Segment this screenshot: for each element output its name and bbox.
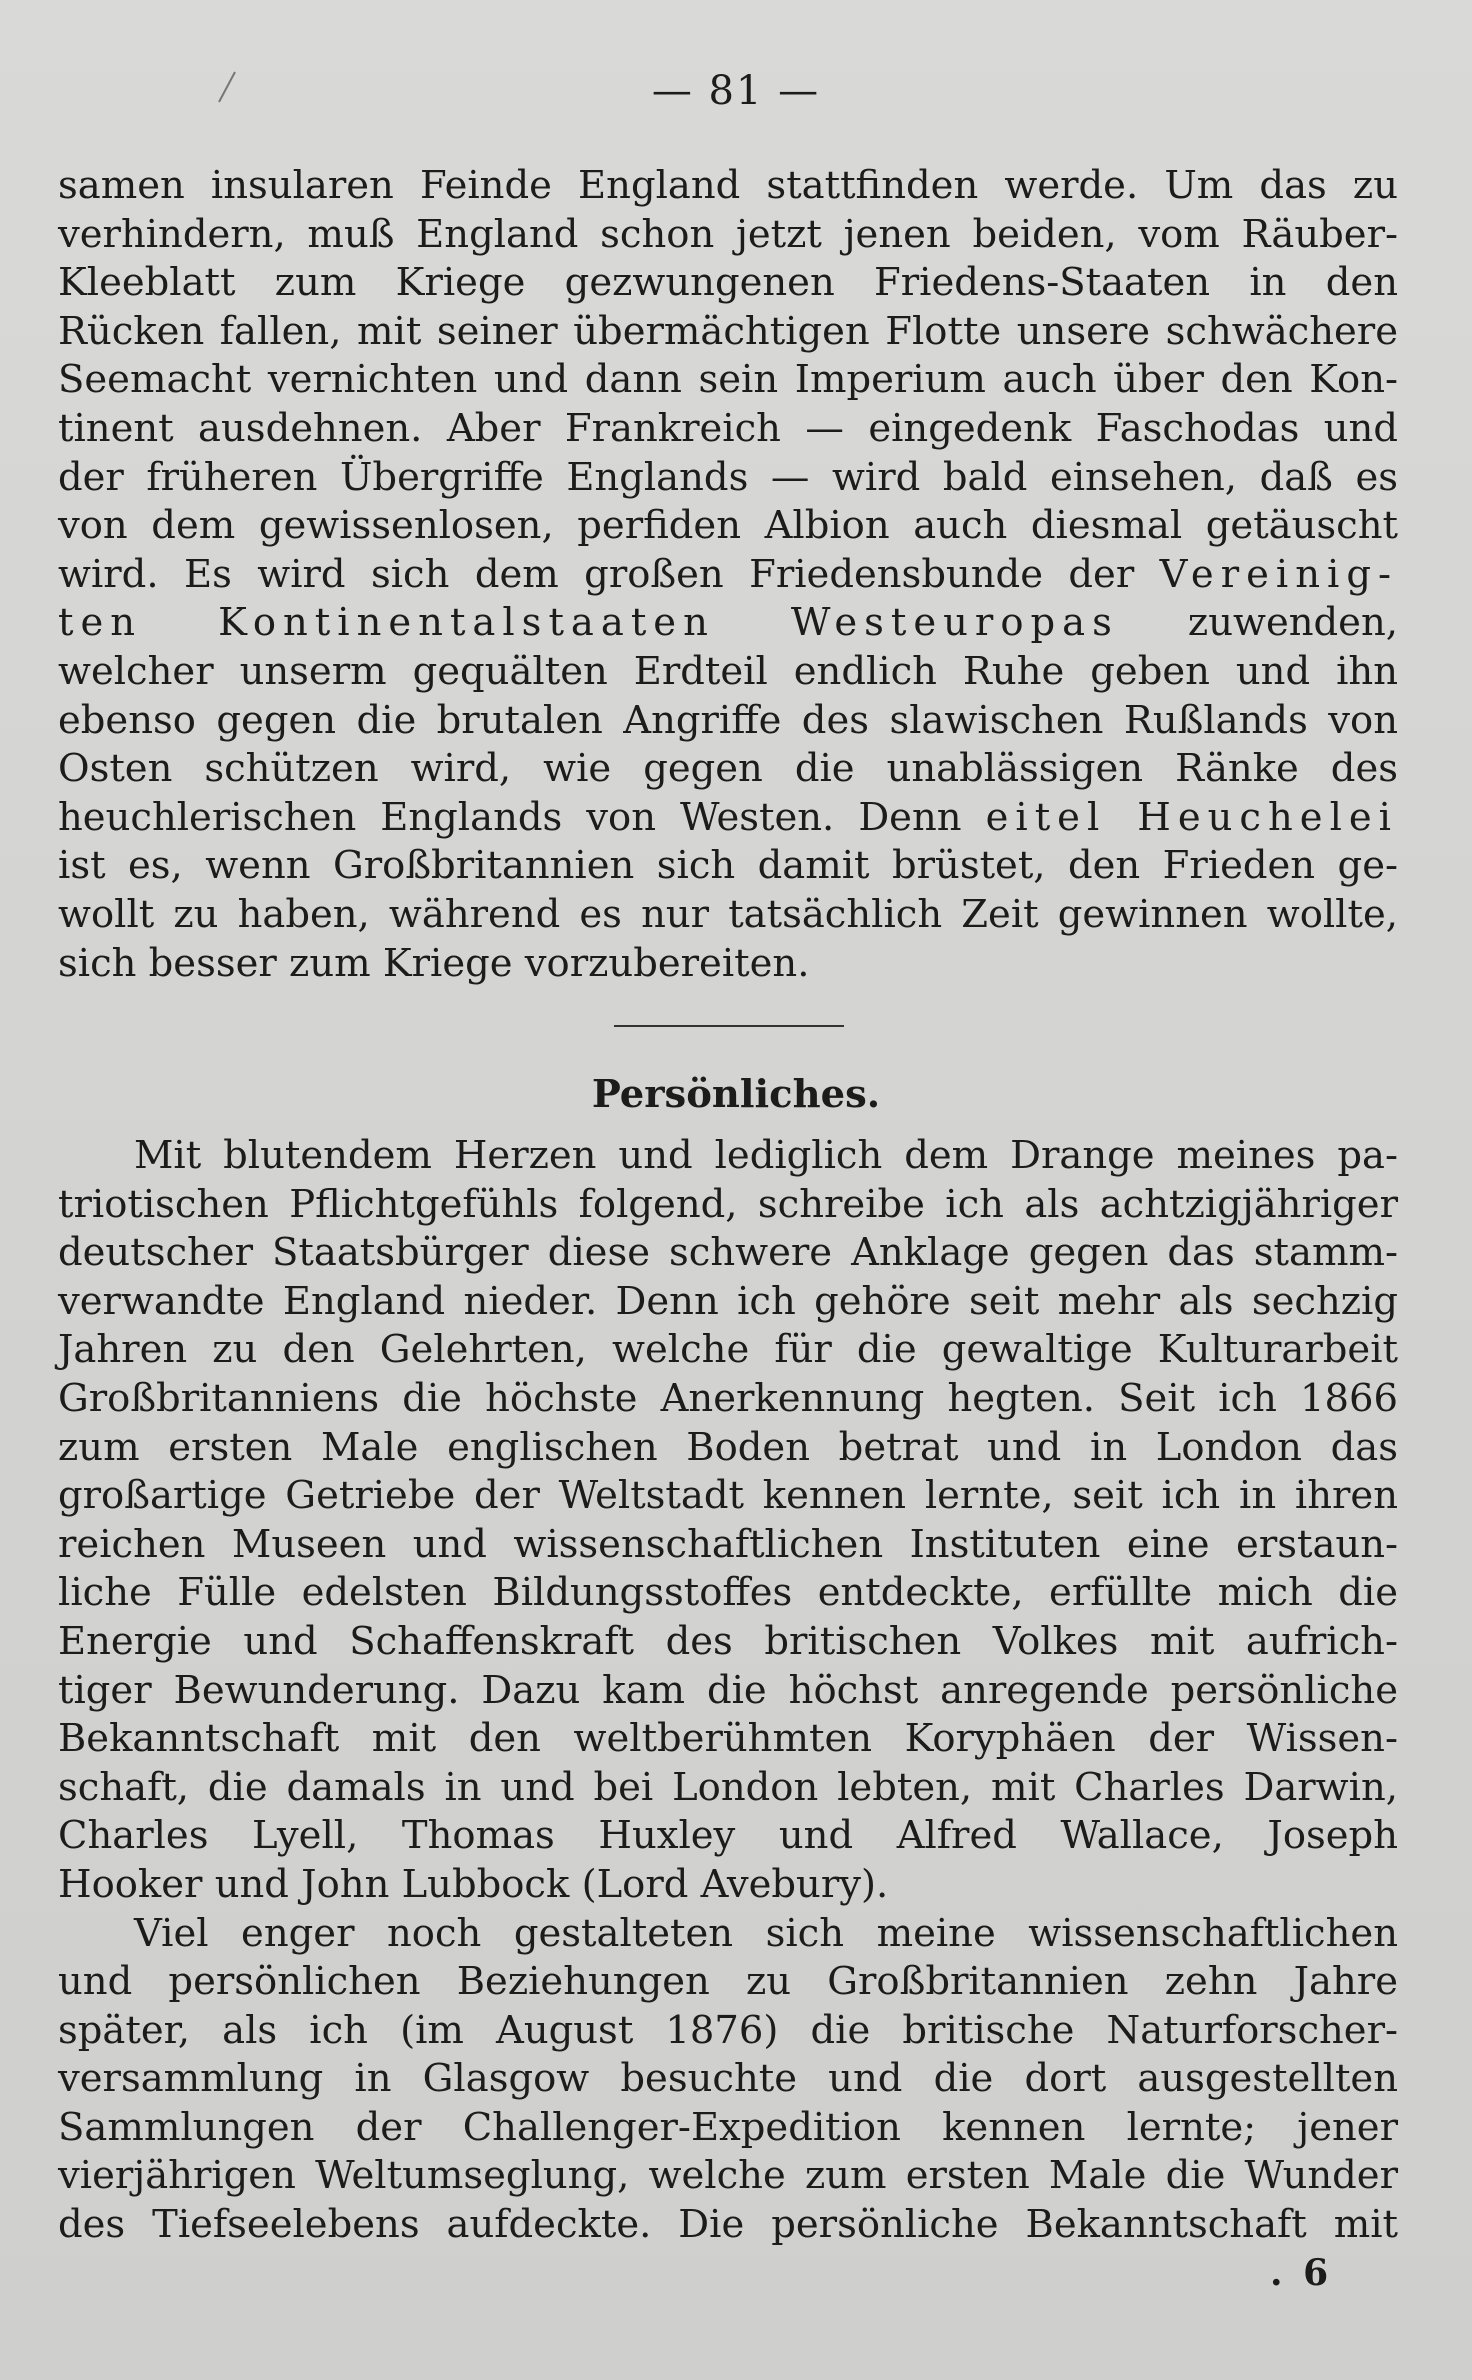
text-line: liche Fülle edelsten Bildungsstoffes entdeckte, erfüllte mich die <box>58 1570 1398 1616</box>
text-line <box>58 599 1398 648</box>
text-line: samen insularen Feinde England stattfinden werde. Um das zu <box>58 163 1398 208</box>
text-line: verwandte England nieder. Denn ich gehöre seit mehr als sechzig <box>58 1278 1398 1324</box>
text-line: Energie und Schaffenskraft des britischen Volkes mit aufrich- <box>58 1618 1398 1664</box>
text-line: von dem gewissenlosen, perfiden Albion auch diesmal getäuscht <box>58 503 1398 549</box>
text-line: tinent ausdehnen. Aber Frankreich — eingedenk Faschodas und <box>58 405 1398 451</box>
text-line: des Tiefseelebens aufdeckte. Die persönliche Bekanntschaft mit <box>58 2202 1398 2248</box>
section-divider <box>614 1025 844 1027</box>
text-line: Seemacht vernichten und dann sein Imperium auch über den Kon- <box>58 357 1398 403</box>
section-2-text <box>58 1132 1398 2250</box>
text-fragment: wird. Es wird sich dem großen Friedensbunde der <box>58 551 1135 597</box>
text-line: Osten schützen wird, wie gegen die unablässigen Ränke des <box>58 746 1398 792</box>
text-line: reichen Museen und wissenschaftlichen Instituten eine erstaun- <box>58 1521 1398 1567</box>
text-line: Hooker und John Lubbock (Lord Avebury). <box>58 1861 889 1907</box>
text-line: Mit blutendem Herzen und lediglich dem Drange meines pa- <box>134 1133 1398 1178</box>
text-line: später, als ich (im August 1876) die britische Naturforscher- <box>58 2007 1398 2053</box>
text-line: und persönlichen Beziehungen zu Großbritannien zehn Jahre <box>58 1959 1398 2005</box>
text-fragment: heuchlerischen Englands von Westen. Denn <box>58 794 962 840</box>
spaced-text: ten Kontinentalstaaten Westeuropas <box>58 600 1119 646</box>
text-line: versammlung in Glasgow besuchte und die dort ausgestellten <box>58 2056 1398 2102</box>
text-fragment: zuwenden, <box>1187 600 1398 646</box>
text-line: Charles Lyell, Thomas Huxley und Alfred Wallace, Joseph <box>58 1813 1398 1859</box>
section-heading: Persönliches. <box>591 1072 881 1117</box>
text-line: Großbritanniens die höchste Anerkennung hegten. Seit ich 1866 <box>58 1375 1398 1421</box>
spaced-text: Vereinig- <box>1159 551 1398 597</box>
text-line: großartige Getriebe der Weltstadt kennen lernte, seit ich in ihren <box>58 1473 1398 1519</box>
text-line: der früheren Übergriffe Englands — wird bald einsehen, daß es <box>58 454 1398 500</box>
text-line: Jahren zu den Gelehrten, welche für die gewaltige Kulturarbeit <box>58 1327 1398 1373</box>
text-line: zum ersten Male englischen Boden betrat und in London das <box>58 1424 1398 1470</box>
text-line: Rücken fallen, mit seiner übermächtigen Flotte unsere schwächere <box>58 308 1398 354</box>
text-line: verhindern, muß England schon jetzt jenen beiden, vom Räuber- <box>58 211 1398 257</box>
text-line: Bekanntschaft mit den weltberühmten Koryphäen der Wissen- <box>58 1716 1398 1762</box>
text-line: Viel enger noch gestalteten sich meine wissenschaftlichen <box>134 1910 1398 1956</box>
text-line: ist es, wenn Großbritannien sich damit brüstet, den Frieden ge- <box>58 843 1398 889</box>
text-line: ebenso gegen die brutalen Angriffe des slawischen Rußlands von <box>58 697 1398 743</box>
section-1-text <box>58 162 1398 988</box>
text-line <box>58 794 1398 843</box>
text-line: wollt zu haben, während es nur tatsächlich Zeit gewinnen wollte, <box>58 891 1398 937</box>
text-line <box>58 551 1398 600</box>
text-line: schaft, die damals in und bei London lebten, mit Charles Darwin, <box>58 1764 1398 1810</box>
text-line: vierjährigen Weltumseglung, welche zum ersten Male die Wunder <box>58 2153 1398 2199</box>
text-line: Sammlungen der Challenger-Expedition kennen lernte; jener <box>58 2104 1398 2150</box>
spaced-text: eitel Heuchelei <box>985 794 1398 840</box>
text-line: triotischen Pflichtgefühls folgend, schreibe ich als achtzigjähriger <box>58 1181 1398 1227</box>
text-line: welcher unserm gequälten Erdteil endlich Ruhe geben und ihn <box>58 648 1398 694</box>
text-line: sich besser zum Kriege vorzubereiten. <box>58 940 810 986</box>
text-line: deutscher Staatsbürger diese schwere Anklage gegen das stamm- <box>58 1230 1398 1276</box>
page-number: — 81 — <box>651 68 821 114</box>
signature-mark: . 6 <box>1270 2252 1333 2294</box>
text-line: Kleeblatt zum Kriege gezwungenen Friedens-Staaten in den <box>58 260 1398 306</box>
text-line: tiger Bewunderung. Dazu kam die höchst anregende persönliche <box>58 1667 1398 1713</box>
